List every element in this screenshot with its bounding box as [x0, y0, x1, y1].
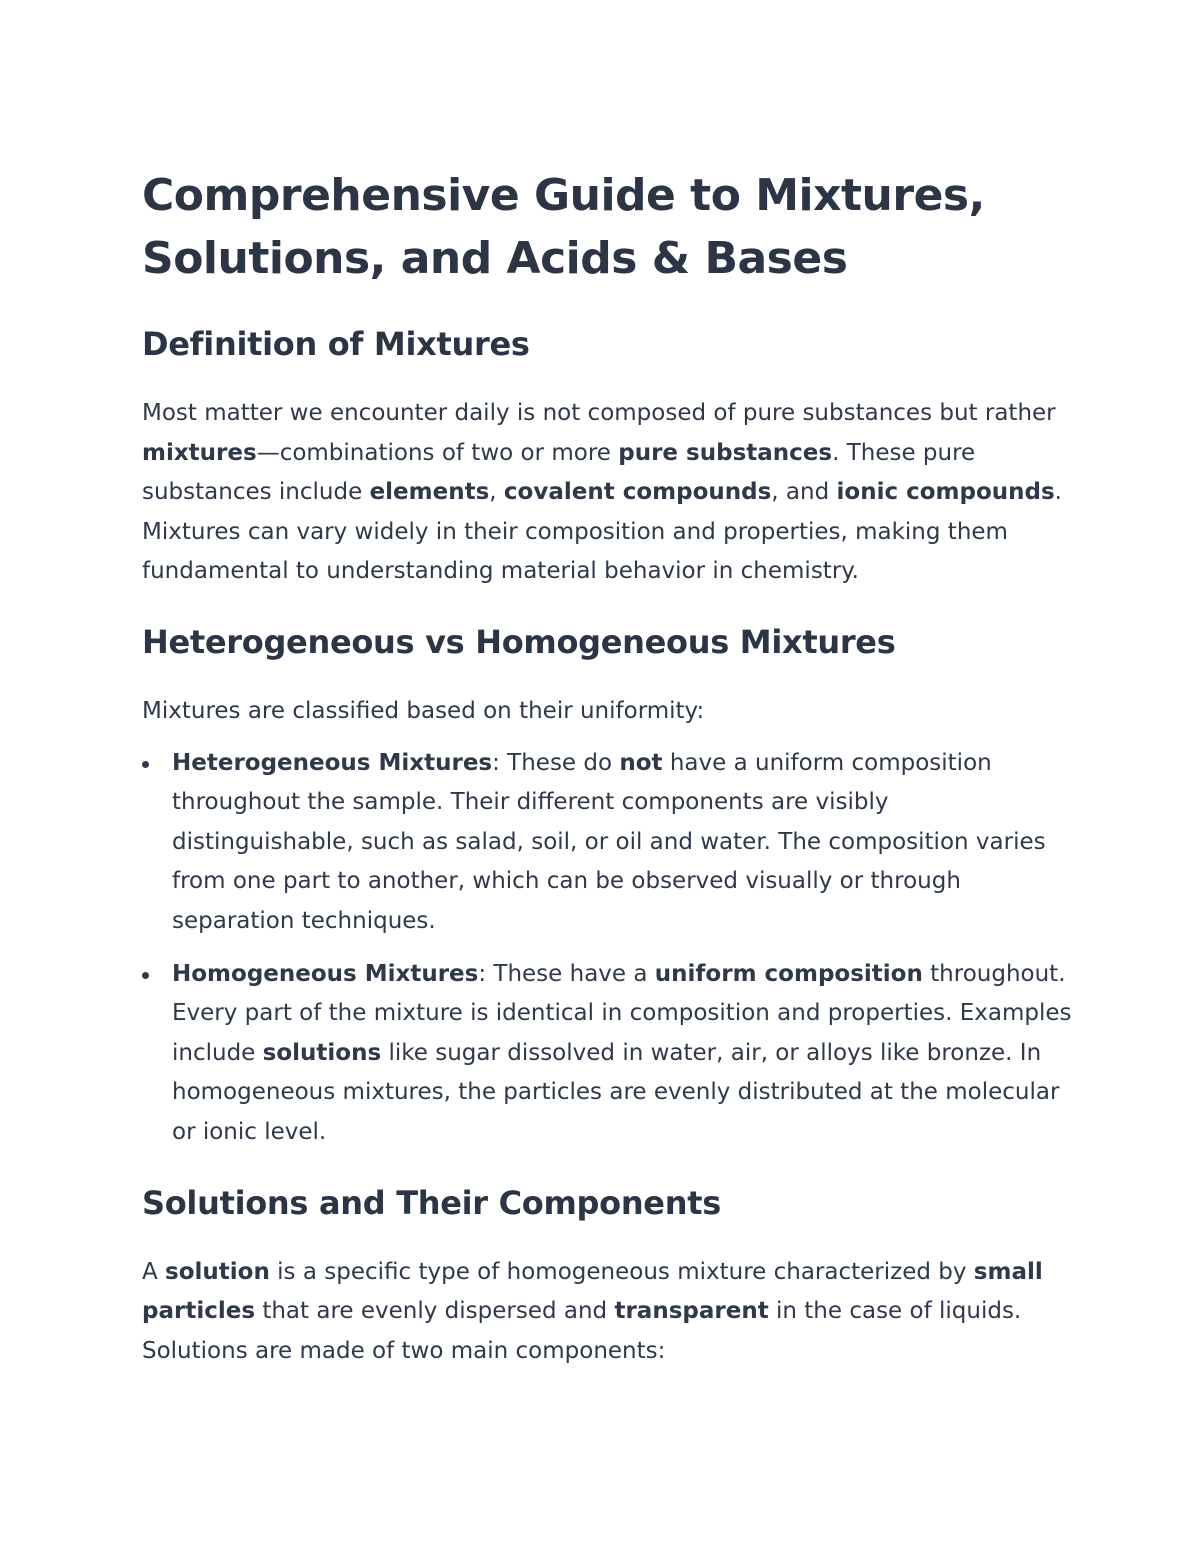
text-run: like sugar dissolved in water, air, or alloys like bronze. In homogeneous mixtures, the particles are evenly distributed at the molecular or ionic level.: [172, 1039, 1060, 1145]
bold-term: uniform composition: [654, 960, 923, 987]
bullet-icon: [142, 972, 149, 979]
document-page: [142, 164, 1072, 1371]
text-run: ,: [489, 479, 504, 506]
bold-term: elements: [369, 479, 490, 506]
het-hom-intro: Mixtures are classified based on their uniformity:: [142, 697, 705, 724]
mixture-types-list: [142, 744, 1072, 1153]
bold-term: pure substances: [618, 439, 833, 466]
text-run: throughout. Every part of the mixture is identical in composition and properties. Examples include: [172, 960, 1072, 1066]
text-run: in the case of liquids. Solutions are made of two main components:: [142, 1298, 1022, 1364]
bold-term: Heterogeneous Mixtures: [172, 749, 493, 776]
text-run: Most matter we encounter daily is not composed of pure substances but rather: [142, 400, 1056, 426]
text-run: : These do: [492, 749, 620, 776]
bold-term: transparent: [614, 1298, 769, 1325]
page-title: Comprehensive Guide to Mixtures, Solutions, and Acids & Bases: [142, 170, 985, 284]
bold-term: solutions: [262, 1039, 382, 1066]
text-run: . Mixtures can vary widely in their composition and properties, making them fundamental to understanding material behavior in chemistry.: [142, 479, 1062, 585]
bullet-icon: [142, 761, 149, 768]
bold-term: solution: [165, 1258, 270, 1285]
section-heading-het-hom: Heterogeneous vs Homogeneous Mixtures: [142, 622, 896, 661]
list-item-homogeneous: [142, 955, 1072, 1153]
text-run: . These pure substances include: [142, 439, 976, 506]
section-heading-solutions: Solutions and Their Components: [142, 1183, 721, 1222]
text-run: A: [142, 1258, 166, 1285]
definition-paragraph: [142, 394, 1072, 592]
bold-term: covalent compounds: [503, 479, 772, 506]
text-run: is a specific type of homogeneous mixture characterized by: [269, 1258, 974, 1285]
bold-term: Homogeneous Mixtures: [172, 960, 479, 987]
bold-term: mixtures: [142, 439, 257, 466]
section-heading-definition: Definition of Mixtures: [142, 325, 530, 363]
solutions-paragraph: [142, 1253, 1072, 1372]
text-run: : These have a: [478, 960, 655, 987]
text-run: , and: [771, 479, 837, 506]
text-run: —combinations of two or more: [256, 439, 619, 466]
bold-term: not: [619, 749, 663, 776]
text-run: have a uniform composition throughout the sample. Their different components are visibly distinguishable, such as salad, soil, or oil and water. The composition varies from one part to another, which can be observed visually or through separation techniques.: [172, 749, 1046, 934]
text-run: that are evenly dispersed and: [255, 1298, 615, 1325]
bold-term: ionic compounds: [836, 479, 1055, 506]
bold-term: small particles: [142, 1258, 1043, 1325]
list-item-heterogeneous: [142, 744, 1072, 942]
